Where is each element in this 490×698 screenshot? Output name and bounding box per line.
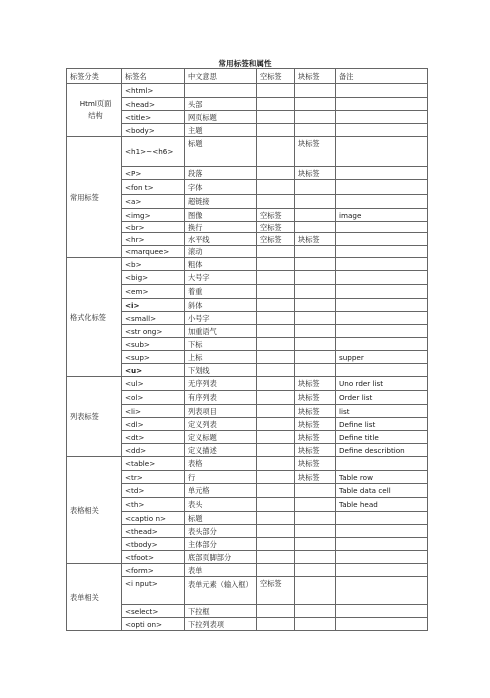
note-cell: [336, 180, 428, 195]
tag-cell: <small>: [122, 312, 185, 325]
column-header: 标签分类: [67, 69, 122, 84]
meaning-cell: 表格: [185, 457, 257, 471]
block-tag-cell: [295, 525, 336, 538]
block-tag-cell: [295, 618, 336, 631]
block-tag-cell: [295, 338, 336, 351]
empty-tag-cell: [257, 605, 295, 618]
category-cell: 列表标签: [67, 377, 122, 457]
meaning-cell: 超链接: [185, 195, 257, 209]
block-tag-cell: [295, 605, 336, 618]
tag-cell: <marquee>: [122, 246, 185, 258]
tag-cell: <str ong>: [122, 325, 185, 338]
block-tag-cell: 块标签: [295, 457, 336, 471]
table-row: [67, 98, 428, 111]
empty-tag-cell: [257, 137, 295, 167]
note-cell: [336, 246, 428, 258]
tag-text: <i>: [125, 300, 140, 310]
table-row: [67, 325, 428, 338]
block-tag-cell: [295, 299, 336, 312]
table-row: [67, 405, 428, 418]
meaning-cell: 大号字: [185, 271, 257, 285]
empty-tag-cell: [257, 564, 295, 577]
table-row: [67, 167, 428, 180]
note-cell: [336, 195, 428, 209]
meaning-cell: 底部页脚部分: [185, 551, 257, 564]
meaning-cell: 主题: [185, 124, 257, 137]
category-cell: 表格相关: [67, 457, 122, 564]
block-tag-cell: [295, 484, 336, 498]
table-row: [67, 525, 428, 538]
table-row: [67, 551, 428, 564]
empty-tag-cell: [257, 325, 295, 338]
table-row: [67, 605, 428, 618]
tag-cell: <big>: [122, 271, 185, 285]
table-row: [67, 246, 428, 258]
empty-tag-cell: [257, 364, 295, 377]
tag-cell: <form>: [122, 564, 185, 577]
tag-cell: <captio n>: [122, 512, 185, 525]
table-row: [67, 377, 428, 391]
empty-tag-cell: [257, 271, 295, 285]
tag-cell: <head>: [122, 98, 185, 111]
tag-cell: <P>: [122, 167, 185, 180]
category-cell: 格式化标签: [67, 258, 122, 377]
empty-tag-cell: [257, 111, 295, 124]
note-cell: list: [336, 405, 428, 418]
note-cell: supper: [336, 351, 428, 364]
empty-tag-cell: [257, 351, 295, 364]
empty-tag-cell: [257, 618, 295, 631]
empty-tag-cell: [257, 551, 295, 564]
tag-cell: <fon t>: [122, 180, 185, 195]
note-cell: [336, 124, 428, 137]
note-cell: [336, 457, 428, 471]
tag-cell: <br>: [122, 222, 185, 233]
note-cell: [336, 312, 428, 325]
note-cell: [336, 167, 428, 180]
block-tag-cell: 块标签: [295, 137, 336, 167]
empty-tag-cell: [257, 246, 295, 258]
document-title: 常用标签和属性: [218, 59, 272, 68]
tag-cell: <img>: [122, 209, 185, 222]
meaning-cell: [185, 84, 257, 98]
note-cell: Define list: [336, 418, 428, 431]
table-row: [67, 484, 428, 498]
block-tag-cell: [295, 577, 336, 605]
meaning-cell: 无序列表: [185, 377, 257, 391]
tag-cell: <h1>~<h6>: [122, 137, 185, 167]
table-row: [67, 418, 428, 431]
empty-tag-cell: [257, 124, 295, 137]
meaning-cell: 下拉框: [185, 605, 257, 618]
table-row: [67, 498, 428, 512]
meaning-cell: 表单: [185, 564, 257, 577]
note-cell: [336, 258, 428, 271]
table-row: [67, 285, 428, 299]
table-row: [67, 222, 428, 233]
block-tag-cell: 块标签: [295, 444, 336, 457]
meaning-cell: 小号字: [185, 312, 257, 325]
table-row: [67, 364, 428, 377]
meaning-cell: 字体: [185, 180, 257, 195]
meaning-cell: 单元格: [185, 484, 257, 498]
meaning-cell: 网页标题: [185, 111, 257, 124]
note-cell: [336, 364, 428, 377]
tag-text: <u>: [125, 365, 143, 375]
empty-tag-cell: [257, 195, 295, 209]
block-tag-cell: [295, 325, 336, 338]
meaning-cell: 下拉列表项: [185, 618, 257, 631]
block-tag-cell: 块标签: [295, 233, 336, 246]
meaning-cell: 粗体: [185, 258, 257, 271]
column-header: 备注: [336, 69, 428, 84]
tag-table: [66, 68, 428, 631]
tag-cell: <html>: [122, 84, 185, 98]
block-tag-cell: [295, 551, 336, 564]
tag-cell: <li>: [122, 405, 185, 418]
block-tag-cell: [295, 564, 336, 577]
block-tag-cell: 块标签: [295, 391, 336, 405]
category-label: Html页面: [79, 99, 112, 108]
block-tag-cell: 块标签: [295, 405, 336, 418]
empty-tag-cell: [257, 457, 295, 471]
empty-tag-cell: [257, 377, 295, 391]
empty-tag-cell: [257, 525, 295, 538]
note-cell: [336, 577, 428, 605]
empty-tag-cell: [257, 512, 295, 525]
meaning-cell: 图像: [185, 209, 257, 222]
category-cell: 表单相关: [67, 564, 122, 631]
table-row: [67, 471, 428, 484]
note-cell: [336, 233, 428, 246]
tag-cell: <select>: [122, 605, 185, 618]
note-cell: [336, 285, 428, 299]
meaning-cell: 上标: [185, 351, 257, 364]
tag-cell: <table>: [122, 457, 185, 471]
block-tag-cell: [295, 351, 336, 364]
empty-tag-cell: [257, 312, 295, 325]
tag-cell: <ol>: [122, 391, 185, 405]
table-row: [67, 111, 428, 124]
category-cell: 常用标签: [67, 137, 122, 258]
note-cell: [336, 222, 428, 233]
table-row: [67, 577, 428, 605]
meaning-cell: 有序列表: [185, 391, 257, 405]
note-cell: [336, 605, 428, 618]
block-tag-cell: 块标签: [295, 377, 336, 391]
meaning-cell: 标题: [185, 512, 257, 525]
meaning-cell: 下标: [185, 338, 257, 351]
tag-cell: <ul>: [122, 377, 185, 391]
table-row: [67, 180, 428, 195]
meaning-cell: 滚动: [185, 246, 257, 258]
tag-cell: <tr>: [122, 471, 185, 484]
empty-tag-cell: [257, 285, 295, 299]
empty-tag-cell: [257, 444, 295, 457]
table-row: [67, 391, 428, 405]
tag-cell: <a>: [122, 195, 185, 209]
meaning-cell: 行: [185, 471, 257, 484]
meaning-cell: 列表项目: [185, 405, 257, 418]
empty-tag-cell: [257, 84, 295, 98]
block-tag-cell: [295, 498, 336, 512]
empty-tag-cell: [257, 391, 295, 405]
note-cell: [336, 137, 428, 167]
category-cell: [67, 84, 122, 137]
category-label: 结构: [88, 111, 103, 120]
table-row: [67, 444, 428, 457]
block-tag-cell: 块标签: [295, 471, 336, 484]
meaning-cell: 定义描述: [185, 444, 257, 457]
column-header: 空标签: [257, 69, 295, 84]
empty-tag-cell: [257, 538, 295, 551]
block-tag-cell: [295, 312, 336, 325]
empty-tag-cell: 空标签: [257, 577, 295, 605]
block-tag-cell: [295, 195, 336, 209]
empty-tag-cell: [257, 471, 295, 484]
table-row: [67, 351, 428, 364]
tag-cell: <i nput>: [122, 577, 185, 605]
table-row: [67, 84, 428, 98]
table-row: [67, 271, 428, 285]
empty-tag-cell: [257, 431, 295, 444]
meaning-cell: 表单元素（输入框）: [185, 577, 257, 605]
meaning-cell: 换行: [185, 222, 257, 233]
table-row: [67, 258, 428, 271]
meaning-cell: 表头: [185, 498, 257, 512]
tag-cell: [122, 364, 185, 377]
empty-tag-cell: 空标签: [257, 233, 295, 246]
table-row: [67, 195, 428, 209]
table-row: [67, 512, 428, 525]
column-header: 中文意思: [185, 69, 257, 84]
table-row: [67, 618, 428, 631]
meaning-cell: 斜体: [185, 299, 257, 312]
block-tag-cell: 块标签: [295, 167, 336, 180]
tag-cell: <dl>: [122, 418, 185, 431]
table-row: [67, 338, 428, 351]
meaning-cell: 着重: [185, 285, 257, 299]
table-row: [67, 564, 428, 577]
note-cell: [336, 98, 428, 111]
block-tag-cell: [295, 285, 336, 299]
block-tag-cell: 块标签: [295, 431, 336, 444]
tag-cell: <title>: [122, 111, 185, 124]
note-cell: Table row: [336, 471, 428, 484]
header-row: [67, 69, 428, 84]
column-header: 标签名: [122, 69, 185, 84]
block-tag-cell: [295, 512, 336, 525]
empty-tag-cell: [257, 498, 295, 512]
note-cell: Define title: [336, 431, 428, 444]
note-cell: [336, 564, 428, 577]
meaning-cell: 表头部分: [185, 525, 257, 538]
table-row: [67, 538, 428, 551]
empty-tag-cell: [257, 405, 295, 418]
block-tag-cell: [295, 258, 336, 271]
tag-cell: [122, 299, 185, 312]
table-row: [67, 233, 428, 246]
note-cell: [336, 618, 428, 631]
meaning-cell: 水平线: [185, 233, 257, 246]
meaning-cell: 加重语气: [185, 325, 257, 338]
note-cell: Table data cell: [336, 484, 428, 498]
note-cell: [336, 538, 428, 551]
note-cell: [336, 111, 428, 124]
empty-tag-cell: 空标签: [257, 222, 295, 233]
tag-cell: <th>: [122, 498, 185, 512]
tag-cell: <tbody>: [122, 538, 185, 551]
empty-tag-cell: [257, 167, 295, 180]
meaning-cell: 定义标题: [185, 431, 257, 444]
tag-cell: <dt>: [122, 431, 185, 444]
note-cell: [336, 325, 428, 338]
block-tag-cell: [295, 222, 336, 233]
table-row: [67, 137, 428, 167]
block-tag-cell: [295, 246, 336, 258]
empty-tag-cell: [257, 98, 295, 111]
meaning-cell: 主体部分: [185, 538, 257, 551]
note-cell: [336, 512, 428, 525]
empty-tag-cell: [257, 484, 295, 498]
meaning-cell: 标题: [185, 137, 257, 167]
empty-tag-cell: 空标签: [257, 209, 295, 222]
block-tag-cell: [295, 84, 336, 98]
empty-tag-cell: [257, 338, 295, 351]
note-cell: [336, 271, 428, 285]
empty-tag-cell: [257, 299, 295, 312]
note-cell: [336, 525, 428, 538]
block-tag-cell: [295, 538, 336, 551]
meaning-cell: 下划线: [185, 364, 257, 377]
note-cell: Uno rder list: [336, 377, 428, 391]
empty-tag-cell: [257, 180, 295, 195]
block-tag-cell: [295, 98, 336, 111]
table-row: [67, 209, 428, 222]
tag-cell: <b>: [122, 258, 185, 271]
table-row: [67, 299, 428, 312]
block-tag-cell: [295, 124, 336, 137]
tag-cell: <sub>: [122, 338, 185, 351]
tag-cell: <sup>: [122, 351, 185, 364]
note-cell: Define describtion: [336, 444, 428, 457]
block-tag-cell: [295, 271, 336, 285]
note-cell: Order list: [336, 391, 428, 405]
tag-cell: <opti on>: [122, 618, 185, 631]
block-tag-cell: 块标签: [295, 418, 336, 431]
tag-cell: <hr>: [122, 233, 185, 246]
tag-cell: <thead>: [122, 525, 185, 538]
tag-cell: <em>: [122, 285, 185, 299]
note-cell: [336, 84, 428, 98]
meaning-cell: 头部: [185, 98, 257, 111]
block-tag-cell: [295, 111, 336, 124]
note-cell: [336, 299, 428, 312]
note-cell: image: [336, 209, 428, 222]
note-cell: Table head: [336, 498, 428, 512]
note-cell: [336, 551, 428, 564]
table-row: [67, 312, 428, 325]
note-cell: [336, 338, 428, 351]
table-row: [67, 124, 428, 137]
tag-cell: <td>: [122, 484, 185, 498]
table-row: [67, 457, 428, 471]
empty-tag-cell: [257, 258, 295, 271]
meaning-cell: 段落: [185, 167, 257, 180]
block-tag-cell: [295, 364, 336, 377]
tag-cell: <tfoot>: [122, 551, 185, 564]
block-tag-cell: [295, 209, 336, 222]
tag-cell: <body>: [122, 124, 185, 137]
tag-cell: <dd>: [122, 444, 185, 457]
column-header: 块标签: [295, 69, 336, 84]
table-row: [67, 431, 428, 444]
empty-tag-cell: [257, 418, 295, 431]
meaning-cell: 定义列表: [185, 418, 257, 431]
block-tag-cell: [295, 180, 336, 195]
